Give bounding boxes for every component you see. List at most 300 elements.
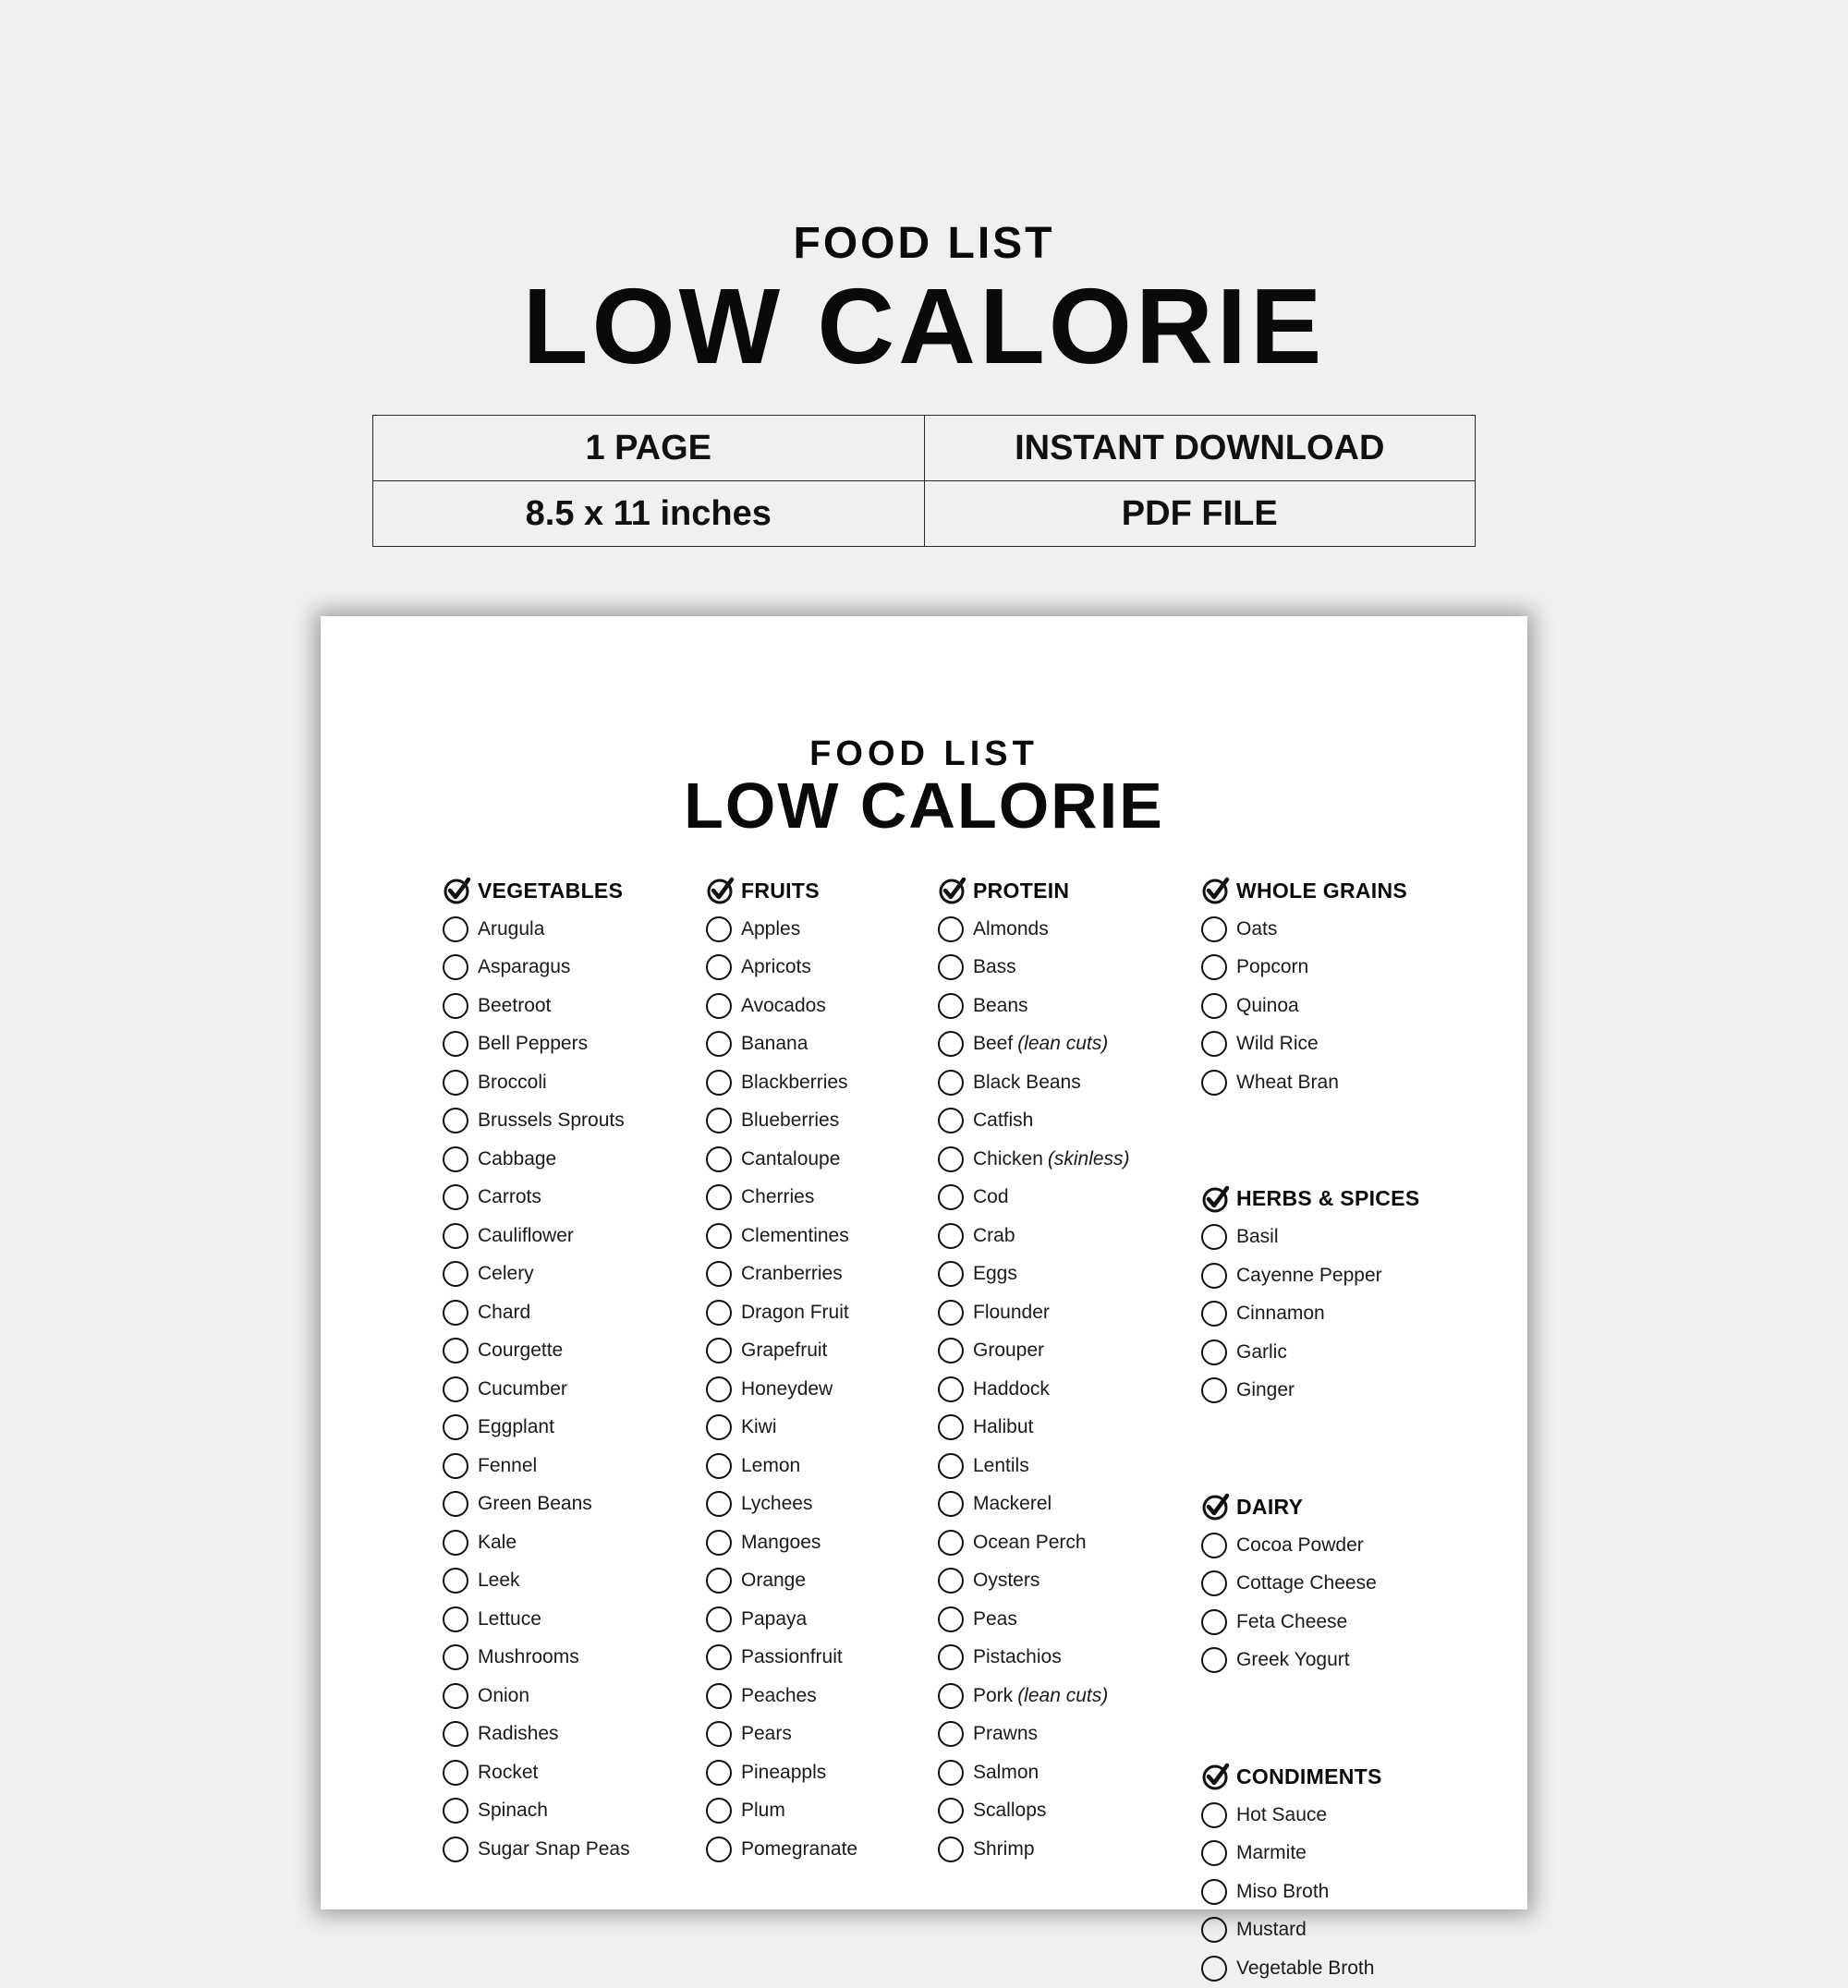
list-item[interactable] <box>443 1140 630 1179</box>
item-label: Avocados <box>741 994 826 1016</box>
empty-circle-checkbox-icon[interactable] <box>706 1491 732 1517</box>
item-label: Pears <box>741 1723 792 1745</box>
list-item[interactable] <box>938 1447 1130 1485</box>
empty-circle-checkbox-icon[interactable] <box>706 1376 732 1402</box>
list-item[interactable] <box>938 1025 1130 1064</box>
list-item[interactable] <box>443 1370 630 1409</box>
item-label: Peaches <box>741 1684 817 1706</box>
item-label: Cabbage <box>478 1147 557 1170</box>
check-circle-icon <box>1201 1492 1231 1521</box>
list-item[interactable] <box>938 1485 1130 1524</box>
item-label: Cauliflower <box>478 1224 574 1246</box>
empty-circle-checkbox-icon[interactable] <box>938 1798 964 1824</box>
list-item[interactable] <box>706 1102 857 1141</box>
list-item[interactable] <box>443 1217 630 1255</box>
section-header-condiments <box>1201 1757 1419 1796</box>
empty-circle-checkbox-icon[interactable] <box>706 1261 732 1287</box>
item-label: Peas <box>973 1607 1017 1630</box>
item-label: Honeydew <box>741 1377 833 1400</box>
empty-circle-checkbox-icon[interactable] <box>706 1644 732 1670</box>
list-item[interactable] <box>1201 1372 1419 1411</box>
list-item[interactable] <box>1201 1295 1419 1334</box>
empty-circle-checkbox-icon[interactable] <box>1201 1533 1227 1558</box>
item-label: Banana <box>741 1033 808 1055</box>
empty-circle-checkbox-icon[interactable] <box>1201 1070 1227 1096</box>
item-label: Cantaloupe <box>741 1147 841 1170</box>
item-label: Grapefruit <box>741 1339 828 1362</box>
list-item[interactable] <box>938 1639 1130 1678</box>
info-page-count: 1 PAGE <box>373 416 925 481</box>
item-label: Celery <box>478 1263 534 1285</box>
list-item[interactable] <box>1201 1256 1419 1295</box>
empty-circle-checkbox-icon[interactable] <box>443 1568 468 1594</box>
empty-circle-checkbox-icon[interactable] <box>1201 1879 1227 1905</box>
item-label: Dragon Fruit <box>741 1301 849 1323</box>
empty-circle-checkbox-icon[interactable] <box>443 1223 468 1249</box>
list-item[interactable] <box>1201 1333 1419 1372</box>
list-item[interactable] <box>1201 1835 1419 1873</box>
empty-circle-checkbox-icon[interactable] <box>443 1338 468 1364</box>
empty-circle-checkbox-icon[interactable] <box>938 1414 964 1440</box>
empty-circle-checkbox-icon[interactable] <box>706 1031 732 1057</box>
list-item[interactable] <box>443 1255 630 1294</box>
empty-circle-checkbox-icon[interactable] <box>1201 1956 1227 1982</box>
empty-circle-checkbox-icon[interactable] <box>706 1108 732 1133</box>
list-item[interactable] <box>706 1753 857 1792</box>
item-label: Eggplant <box>478 1416 554 1438</box>
list-item[interactable] <box>938 1677 1130 1715</box>
empty-circle-checkbox-icon[interactable] <box>1201 1917 1227 1943</box>
empty-circle-checkbox-icon[interactable] <box>1201 916 1227 942</box>
empty-circle-checkbox-icon[interactable] <box>1201 1647 1227 1673</box>
column-protein <box>938 871 1130 1869</box>
empty-circle-checkbox-icon[interactable] <box>938 1070 964 1096</box>
item-label: Oats <box>1236 917 1278 939</box>
item-label: Haddock <box>973 1377 1050 1400</box>
item-label: Lemon <box>741 1454 801 1476</box>
list-item[interactable] <box>706 1409 857 1448</box>
item-note: (skinless) <box>1047 1147 1130 1170</box>
list-item[interactable] <box>706 987 857 1025</box>
empty-circle-checkbox-icon[interactable] <box>938 1031 964 1057</box>
item-label: Scallops <box>973 1800 1047 1822</box>
list-item[interactable] <box>706 1485 857 1524</box>
list-item[interactable] <box>443 1715 630 1754</box>
list-item[interactable] <box>443 1600 630 1639</box>
list-item[interactable] <box>1201 1603 1419 1642</box>
empty-circle-checkbox-icon[interactable] <box>443 1836 468 1862</box>
item-label: Beans <box>973 994 1028 1016</box>
item-label: Grouper <box>973 1339 1045 1362</box>
list-item[interactable] <box>443 949 630 988</box>
item-note: (lean cuts) <box>1017 1033 1109 1055</box>
empty-circle-checkbox-icon[interactable] <box>938 1223 964 1249</box>
empty-circle-checkbox-icon[interactable] <box>938 1338 964 1364</box>
section-title: WHOLE GRAINS <box>1236 878 1408 903</box>
list-item[interactable] <box>938 1102 1130 1141</box>
item-label: Onion <box>478 1684 530 1706</box>
section-spacer <box>1201 1102 1419 1180</box>
list-item[interactable] <box>443 1409 630 1448</box>
list-item[interactable] <box>706 1792 857 1831</box>
list-item[interactable] <box>706 1715 857 1754</box>
section-header-protein <box>938 871 1130 910</box>
empty-circle-checkbox-icon[interactable] <box>938 1261 964 1287</box>
item-label: Almonds <box>973 917 1049 939</box>
list-item[interactable] <box>938 1063 1130 1102</box>
empty-circle-checkbox-icon[interactable] <box>1201 1339 1227 1365</box>
column-vegetables <box>443 871 630 1869</box>
item-note: (lean cuts) <box>1017 1684 1109 1706</box>
document-preview <box>321 616 1527 1979</box>
document-subtitle: FOOD LIST <box>809 734 1039 773</box>
item-label: Cherries <box>741 1186 815 1208</box>
check-circle-icon <box>1201 1184 1231 1214</box>
item-label: Flounder <box>973 1301 1050 1323</box>
empty-circle-checkbox-icon[interactable] <box>938 1568 964 1594</box>
item-label: Leek <box>478 1570 520 1592</box>
empty-circle-checkbox-icon[interactable] <box>706 1453 732 1479</box>
empty-circle-checkbox-icon[interactable] <box>443 1376 468 1402</box>
item-label: Broccoli <box>478 1071 547 1093</box>
empty-circle-checkbox-icon[interactable] <box>938 1530 964 1556</box>
list-item[interactable] <box>1201 987 1419 1025</box>
check-circle-icon <box>1201 876 1231 905</box>
list-item[interactable] <box>443 1332 630 1371</box>
list-item[interactable] <box>706 1293 857 1332</box>
item-label: Green Beans <box>478 1493 592 1515</box>
list-item[interactable] <box>706 1063 857 1102</box>
info-table <box>372 415 1476 547</box>
check-circle-icon <box>938 876 967 905</box>
empty-circle-checkbox-icon[interactable] <box>706 1760 732 1786</box>
list-item[interactable] <box>938 1600 1130 1639</box>
item-label: Wheat Bran <box>1236 1071 1339 1093</box>
check-circle-icon <box>706 876 736 905</box>
empty-circle-checkbox-icon[interactable] <box>706 1683 732 1709</box>
item-label: Cayenne Pepper <box>1236 1264 1382 1286</box>
empty-circle-checkbox-icon[interactable] <box>443 1530 468 1556</box>
list-item[interactable] <box>443 1753 630 1792</box>
empty-circle-checkbox-icon[interactable] <box>706 1184 732 1210</box>
item-label: Shrimp <box>973 1837 1035 1860</box>
empty-circle-checkbox-icon[interactable] <box>443 1184 468 1210</box>
empty-circle-checkbox-icon[interactable] <box>1201 1377 1227 1403</box>
empty-circle-checkbox-icon[interactable] <box>706 1568 732 1594</box>
item-label: Clementines <box>741 1224 849 1246</box>
section-spacer <box>1201 1410 1419 1487</box>
list-item[interactable] <box>1201 1526 1419 1565</box>
empty-circle-checkbox-icon[interactable] <box>443 993 468 1019</box>
item-label: Mangoes <box>741 1531 821 1553</box>
list-item[interactable] <box>1201 1025 1419 1064</box>
empty-circle-checkbox-icon[interactable] <box>1201 993 1227 1019</box>
section-title: CONDIMENTS <box>1236 1764 1382 1788</box>
item-label: Cranberries <box>741 1263 843 1285</box>
list-item[interactable] <box>706 910 857 949</box>
empty-circle-checkbox-icon[interactable] <box>938 1453 964 1479</box>
empty-circle-checkbox-icon[interactable] <box>706 1606 732 1632</box>
list-item[interactable] <box>443 1063 630 1102</box>
empty-circle-checkbox-icon[interactable] <box>443 1644 468 1670</box>
empty-circle-checkbox-icon[interactable] <box>443 1760 468 1786</box>
check-circle-icon <box>443 876 472 905</box>
check-circle-icon <box>1201 1762 1231 1791</box>
item-label: Apricots <box>741 956 811 978</box>
empty-circle-checkbox-icon[interactable] <box>1201 1263 1227 1289</box>
item-label: Lettuce <box>478 1607 541 1630</box>
list-item[interactable] <box>706 1562 857 1601</box>
item-label: Miso Broth <box>1236 1880 1330 1902</box>
item-label: Oysters <box>973 1570 1040 1592</box>
list-item[interactable] <box>1201 1218 1419 1257</box>
empty-circle-checkbox-icon[interactable] <box>443 1606 468 1632</box>
list-item[interactable] <box>938 1409 1130 1448</box>
empty-circle-checkbox-icon[interactable] <box>706 1146 732 1172</box>
empty-circle-checkbox-icon[interactable] <box>938 1683 964 1709</box>
info-row <box>373 481 1476 547</box>
item-label: Plum <box>741 1800 785 1822</box>
list-item[interactable] <box>706 1179 857 1218</box>
item-label: Catfish <box>973 1109 1034 1132</box>
empty-circle-checkbox-icon[interactable] <box>938 1146 964 1172</box>
list-item[interactable] <box>706 1332 857 1371</box>
list-item[interactable] <box>443 910 630 949</box>
empty-circle-checkbox-icon[interactable] <box>443 1146 468 1172</box>
section-header-whole-grains <box>1201 871 1419 910</box>
list-item[interactable] <box>706 1025 857 1064</box>
list-item[interactable] <box>443 1830 630 1869</box>
list-item[interactable] <box>443 1562 630 1601</box>
list-item[interactable] <box>938 1523 1130 1562</box>
item-label: Blackberries <box>741 1071 848 1093</box>
item-label: Beef <box>973 1033 1014 1055</box>
item-label: Vegetable Broth <box>1236 1957 1375 1979</box>
empty-circle-checkbox-icon[interactable] <box>1201 1301 1227 1327</box>
list-item[interactable] <box>938 1140 1130 1179</box>
empty-circle-checkbox-icon[interactable] <box>706 1836 732 1862</box>
empty-circle-checkbox-icon[interactable] <box>443 1031 468 1057</box>
empty-circle-checkbox-icon[interactable] <box>443 1414 468 1440</box>
info-row <box>373 416 1476 481</box>
empty-circle-checkbox-icon[interactable] <box>706 1721 732 1747</box>
empty-circle-checkbox-icon[interactable] <box>443 1108 468 1133</box>
info-download-type: INSTANT DOWNLOAD <box>924 416 1476 481</box>
section-title: FRUITS <box>741 878 820 903</box>
empty-circle-checkbox-icon[interactable] <box>938 1760 964 1786</box>
item-label: Black Beans <box>973 1071 1081 1093</box>
list-item[interactable] <box>706 1600 857 1639</box>
empty-circle-checkbox-icon[interactable] <box>938 916 964 942</box>
empty-circle-checkbox-icon[interactable] <box>938 1836 964 1862</box>
empty-circle-checkbox-icon[interactable] <box>938 1376 964 1402</box>
item-label: Papaya <box>741 1607 808 1630</box>
empty-circle-checkbox-icon[interactable] <box>938 1184 964 1210</box>
empty-circle-checkbox-icon[interactable] <box>443 1683 468 1709</box>
list-item[interactable] <box>1201 1796 1419 1835</box>
list-item[interactable] <box>706 1639 857 1678</box>
list-item[interactable] <box>938 1830 1130 1869</box>
list-item[interactable] <box>443 1677 630 1715</box>
list-item[interactable] <box>706 1370 857 1409</box>
list-item[interactable] <box>443 1102 630 1141</box>
empty-circle-checkbox-icon[interactable] <box>938 1644 964 1670</box>
item-label: Halibut <box>973 1416 1034 1438</box>
header-title: LOW CALORIE <box>522 266 1326 386</box>
item-label: Blueberries <box>741 1109 840 1132</box>
list-item[interactable] <box>938 1370 1130 1409</box>
empty-circle-checkbox-icon[interactable] <box>443 954 468 980</box>
list-item[interactable] <box>1201 1911 1419 1950</box>
section-title: DAIRY <box>1236 1494 1304 1519</box>
empty-circle-checkbox-icon[interactable] <box>1201 1570 1227 1596</box>
empty-circle-checkbox-icon[interactable] <box>443 1070 468 1096</box>
empty-circle-checkbox-icon[interactable] <box>706 1223 732 1249</box>
list-item[interactable] <box>706 1217 857 1255</box>
empty-circle-checkbox-icon[interactable] <box>443 1261 468 1287</box>
item-label: Beetroot <box>478 994 552 1016</box>
list-item[interactable] <box>938 1293 1130 1332</box>
section-title: PROTEIN <box>973 878 1070 903</box>
empty-circle-checkbox-icon[interactable] <box>706 1530 732 1556</box>
item-label: Apples <box>741 917 801 939</box>
section-spacer <box>1201 1679 1419 1757</box>
empty-circle-checkbox-icon[interactable] <box>938 1606 964 1632</box>
item-label: Mackerel <box>973 1493 1052 1515</box>
item-label: Salmon <box>973 1761 1040 1783</box>
empty-circle-checkbox-icon[interactable] <box>706 1414 732 1440</box>
list-item[interactable] <box>706 1830 857 1869</box>
item-label: Mustard <box>1236 1919 1307 1941</box>
empty-circle-checkbox-icon[interactable] <box>706 1070 732 1096</box>
empty-circle-checkbox-icon[interactable] <box>1201 1031 1227 1057</box>
list-item[interactable] <box>938 1753 1130 1792</box>
item-label: Cinnamon <box>1236 1303 1325 1325</box>
list-item[interactable] <box>706 1447 857 1485</box>
item-label: Bell Peppers <box>478 1033 589 1055</box>
empty-circle-checkbox-icon[interactable] <box>1201 1609 1227 1635</box>
empty-circle-checkbox-icon[interactable] <box>706 993 732 1019</box>
section-header-dairy <box>1201 1487 1419 1526</box>
item-label: Brussels Sprouts <box>478 1109 625 1132</box>
section-header-vegetables <box>443 871 630 910</box>
item-label: Popcorn <box>1236 956 1309 978</box>
header-subtitle: FOOD LIST <box>793 219 1055 268</box>
item-label: Feta Cheese <box>1236 1610 1348 1632</box>
list-item[interactable] <box>443 1179 630 1218</box>
item-label: Sugar Snap Peas <box>478 1837 630 1860</box>
empty-circle-checkbox-icon[interactable] <box>706 916 732 942</box>
list-item[interactable] <box>443 1447 630 1485</box>
item-label: Spinach <box>478 1800 548 1822</box>
item-label: Passionfruit <box>741 1646 843 1668</box>
list-item[interactable] <box>938 910 1130 949</box>
item-label: Rocket <box>478 1761 539 1783</box>
list-item[interactable] <box>706 1140 857 1179</box>
item-label: Asparagus <box>478 956 571 978</box>
item-label: Garlic <box>1236 1340 1287 1363</box>
list-item[interactable] <box>1201 1949 1419 1988</box>
list-item[interactable] <box>443 1639 630 1678</box>
list-item[interactable] <box>938 1332 1130 1371</box>
section-header-herbs-spices <box>1201 1180 1419 1218</box>
empty-circle-checkbox-icon[interactable] <box>938 1721 964 1747</box>
list-item[interactable] <box>938 1217 1130 1255</box>
item-label: Pistachios <box>973 1646 1062 1668</box>
item-label: Orange <box>741 1570 807 1592</box>
list-item[interactable] <box>443 1523 630 1562</box>
empty-circle-checkbox-icon[interactable] <box>938 993 964 1019</box>
list-item[interactable] <box>1201 1873 1419 1911</box>
empty-circle-checkbox-icon[interactable] <box>443 1491 468 1517</box>
item-label: Cocoa Powder <box>1236 1533 1364 1556</box>
list-item[interactable] <box>706 1677 857 1715</box>
item-label: Carrots <box>478 1186 541 1208</box>
empty-circle-checkbox-icon[interactable] <box>443 1721 468 1747</box>
item-label: Lychees <box>741 1493 813 1515</box>
list-item[interactable] <box>443 1025 630 1064</box>
info-file-format: PDF FILE <box>924 481 1476 547</box>
empty-circle-checkbox-icon[interactable] <box>1201 1840 1227 1866</box>
item-label: Courgette <box>478 1339 564 1362</box>
list-item[interactable] <box>1201 1565 1419 1604</box>
empty-circle-checkbox-icon[interactable] <box>1201 954 1227 980</box>
item-label: Eggs <box>973 1263 1017 1285</box>
item-label: Cucumber <box>478 1377 567 1400</box>
list-item[interactable] <box>938 1562 1130 1601</box>
item-label: Chicken <box>973 1147 1043 1170</box>
empty-circle-checkbox-icon[interactable] <box>706 1300 732 1326</box>
empty-circle-checkbox-icon[interactable] <box>938 1108 964 1133</box>
list-item[interactable] <box>443 987 630 1025</box>
list-item[interactable] <box>938 949 1130 988</box>
list-item[interactable] <box>706 1255 857 1294</box>
empty-circle-checkbox-icon[interactable] <box>1201 1802 1227 1828</box>
list-item[interactable] <box>706 949 857 988</box>
list-item[interactable] <box>1201 949 1419 988</box>
empty-circle-checkbox-icon[interactable] <box>938 954 964 980</box>
list-item[interactable] <box>706 1523 857 1562</box>
item-label: Quinoa <box>1236 994 1299 1016</box>
item-label: Prawns <box>973 1723 1039 1745</box>
empty-circle-checkbox-icon[interactable] <box>706 1798 732 1824</box>
empty-circle-checkbox-icon[interactable] <box>443 916 468 942</box>
list-item[interactable] <box>1201 1063 1419 1102</box>
list-item[interactable] <box>938 1179 1130 1218</box>
list-item[interactable] <box>938 987 1130 1025</box>
empty-circle-checkbox-icon[interactable] <box>1201 1224 1227 1250</box>
list-item[interactable] <box>1201 910 1419 949</box>
list-item[interactable] <box>938 1715 1130 1754</box>
empty-circle-checkbox-icon[interactable] <box>706 954 732 980</box>
empty-circle-checkbox-icon[interactable] <box>938 1491 964 1517</box>
section-title: HERBS & SPICES <box>1236 1186 1420 1210</box>
list-item[interactable] <box>443 1792 630 1831</box>
list-item[interactable] <box>443 1293 630 1332</box>
item-label: Arugula <box>478 917 545 939</box>
item-label: Marmite <box>1236 1842 1307 1864</box>
list-item[interactable] <box>1201 1642 1419 1680</box>
list-item[interactable] <box>938 1792 1130 1831</box>
list-item[interactable] <box>938 1255 1130 1294</box>
empty-circle-checkbox-icon[interactable] <box>443 1453 468 1479</box>
empty-circle-checkbox-icon[interactable] <box>443 1300 468 1326</box>
item-label: Ginger <box>1236 1379 1295 1401</box>
empty-circle-checkbox-icon[interactable] <box>706 1338 732 1364</box>
list-item[interactable] <box>443 1485 630 1524</box>
empty-circle-checkbox-icon[interactable] <box>443 1798 468 1824</box>
empty-circle-checkbox-icon[interactable] <box>938 1300 964 1326</box>
